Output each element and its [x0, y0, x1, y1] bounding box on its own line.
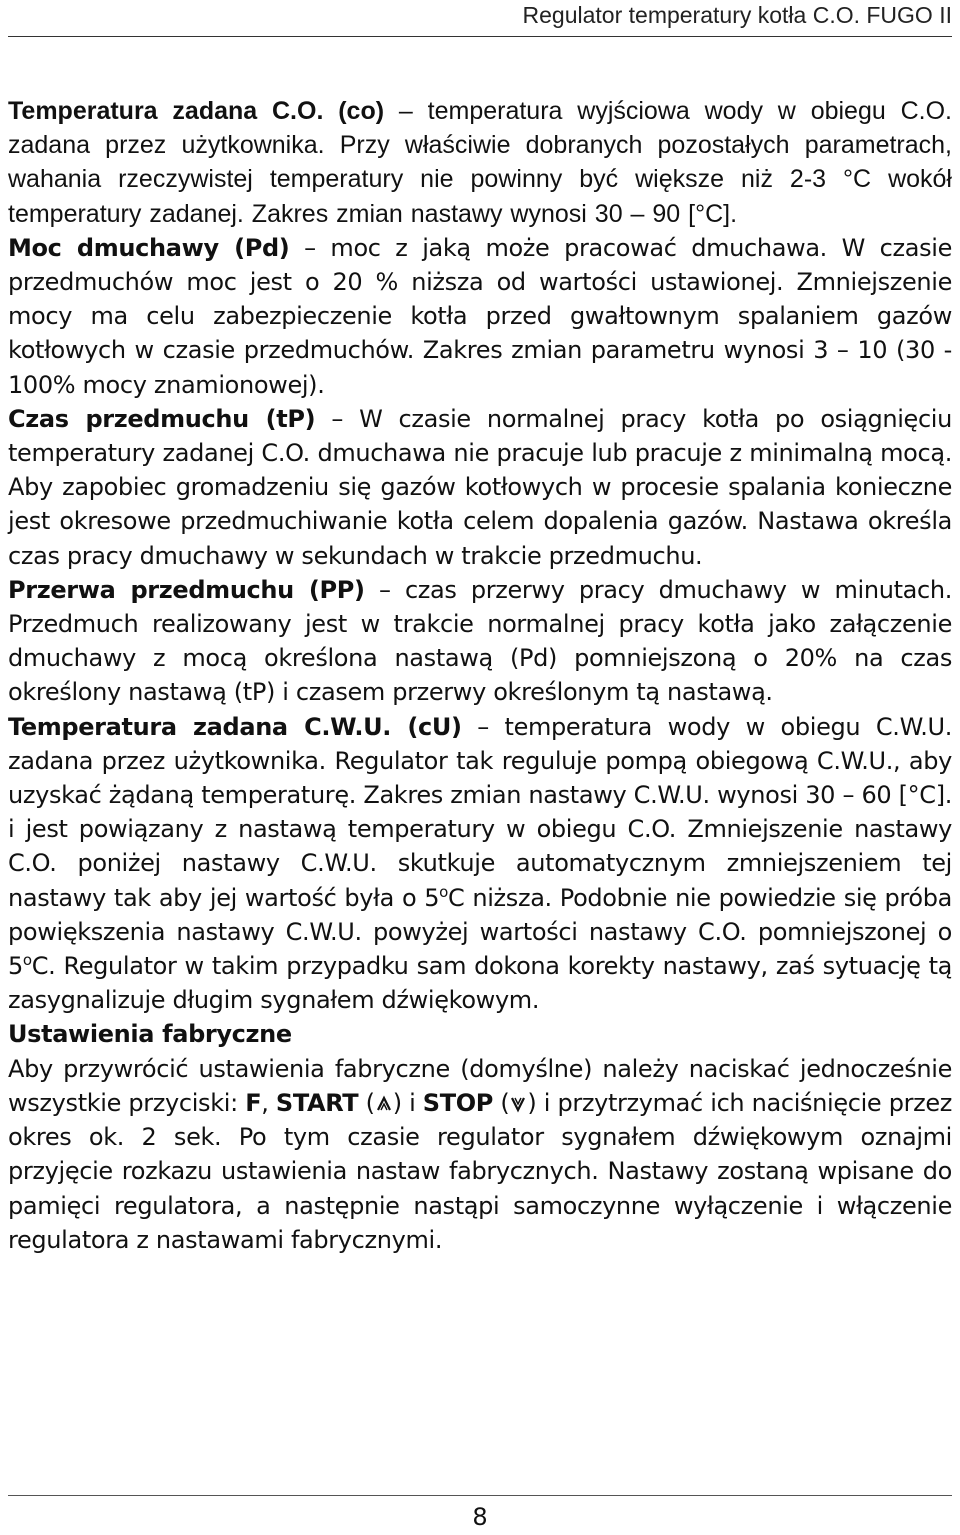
- page-number: 8: [472, 1503, 488, 1531]
- page-header: [8, 0, 952, 36]
- text-factory-2: ) i przytrzymać ich naciśnięcie przez okres ok. 2 sek. Po tym czasie regulator sygnałem dźwiękowym oznajmi przyjęcie rozkazu ustawienia nastaw fabrycznych. Nastawy zostaną wpisane do pamięci regulatora, a następnie nastąpi samoczynne wyłączenie i włączenie regulatora z nastawami fabrycznymi.: [8, 1088, 953, 1254]
- dash: –: [289, 233, 331, 262]
- down-arrow-icon: [509, 1095, 527, 1113]
- degree-superscript: o: [439, 882, 448, 901]
- text-tp: W czasie normalnej pracy kotła po osiągnięciu temperatury zadanej C.O. dmuchawa nie pracuje lub pracuje z minimalną mocą. Aby zapobiec gromadzeniu się gazów kotłowych w procesie spalania konieczne jest okresowe przedmuchiwanie kotła celem dopalenia gazów. Nastawa określa czas pracy dmuchawy w sekundach w trakcie przedmuchu.: [8, 404, 952, 570]
- text-cu-1: temperatura wody w obiegu C.W.U. zadana przez użytkownika. Regulator tak reguluje pompą obiegową C.W.U., aby uzyskać żądaną temperaturę. Zakres zmian nastawy C.W.U. wynosi 30 – 60 [°C]. i jest powiązany z nastawą temperatury w obiegu C.O. Zmniejszenie nastawy C.O. poniżej nastawy C.W.U. skutkuje automatycznym zmniejszeniem tej nastawy tak aby jej wartość była o 5: [8, 712, 952, 912]
- key-f: F: [245, 1088, 262, 1117]
- header-title: Regulator temperatury kotła C.O. FUGO II: [522, 2, 952, 28]
- dash: –: [315, 404, 360, 433]
- heading-pp: Przerwa przedmuchu (PP): [8, 575, 365, 604]
- heading-cu: Temperatura zadana C.W.U. (cU): [8, 712, 462, 741]
- dash: –: [364, 575, 405, 604]
- degree-superscript: o: [22, 951, 32, 970]
- text-pd: moc z jaką może pracować dmuchawa. W czasie przedmuchów moc jest o 20 % niższa od wartości ustawionej. Zmniejszenie mocy ma celu zabezpieczenie kotła przed gwałtownym spalaniem gazów kotłowych w czasie przedmuchów. Zakres zmian parametru wynosi 3 – 10 (30 - 100% mocy znamionowej).: [8, 233, 953, 399]
- key-stop: STOP: [422, 1088, 494, 1117]
- heading-pd: Moc dmuchawy (Pd): [8, 233, 290, 262]
- paragraph-cu: [8, 710, 952, 1018]
- paragraph-tp: [8, 402, 952, 573]
- up-arrow-icon: [375, 1095, 393, 1113]
- header-divider: [8, 36, 952, 37]
- paragraph-pp: [8, 573, 952, 710]
- heading-co: Temperatura zadana C.O. (co): [8, 97, 385, 125]
- footer-divider: [8, 1495, 952, 1496]
- paragraph-co: [8, 94, 952, 231]
- heading-tp: Czas przedmuchu (tP): [8, 404, 316, 433]
- text-cu-2: C niższa. Podobnie nie powiedzie się próba powiększenia nastawy C.W.U. powyżej wartości nastawy C.O. pomniejszonej o 5: [8, 883, 952, 981]
- text-pp: czas przerwy pracy dmuchawy w minutach. Przedmuch realizowany jest w trakcie normalnej pracy kotła jako załączenie dmuchawy z mocą określona nastawą (Pd) pomniejszoną o 20% na czas określony nastawą (tP) i czasem przerwy określonym tą nastawą.: [8, 575, 952, 707]
- paragraph-factory: Aby przywrócić ustawienia fabryczne (domyślne) należy naciskać jednocześnie wszystkie przyciski: F, START ( ) i STOP ( ) i przytrzymać ich naciśnięcie przez okres ok. 2 sek. Po tym czasie regulator sygnałem dźwiękowym oznajmi przyjęcie rozkazu ustawienia nastaw fabrycznych. Nastawy zostaną wpisane do pamięci regulatora, a następnie nastąpi samoczynne wyłączenie i włączenie regulatora z nastawami fabrycznymi.: [8, 1054, 953, 1254]
- dash: –: [461, 712, 505, 741]
- text-factory-1: Aby przywrócić ustawienia fabryczne (domyślne) należy naciskać jednocześnie wszystkie przyciski:: [8, 1054, 952, 1117]
- text-co: temperatura wyjściowa wody w obiegu C.O. zadana przez użytkownika. Przy właściwie dobranych pozostałych parametrach, wahania rzeczywistej temperatury nie powinny być większe niż 2-3 °C wokół temperatury zadanej. Zakres zmian nastawy wynosi 30 – 90 [°C].: [8, 97, 952, 228]
- text-cu-3: C. Regulator w takim przypadku sam dokona korekty nastawy, zaś sytuację tą zasygnalizuje długim sygnałem dźwiękowym.: [8, 952, 952, 1015]
- dash: –: [384, 97, 428, 125]
- document-body: [8, 94, 952, 1257]
- paragraph-pd: [8, 231, 952, 402]
- heading-factory-settings: Ustawienia fabryczne: [8, 1020, 292, 1049]
- key-start: START: [275, 1088, 359, 1117]
